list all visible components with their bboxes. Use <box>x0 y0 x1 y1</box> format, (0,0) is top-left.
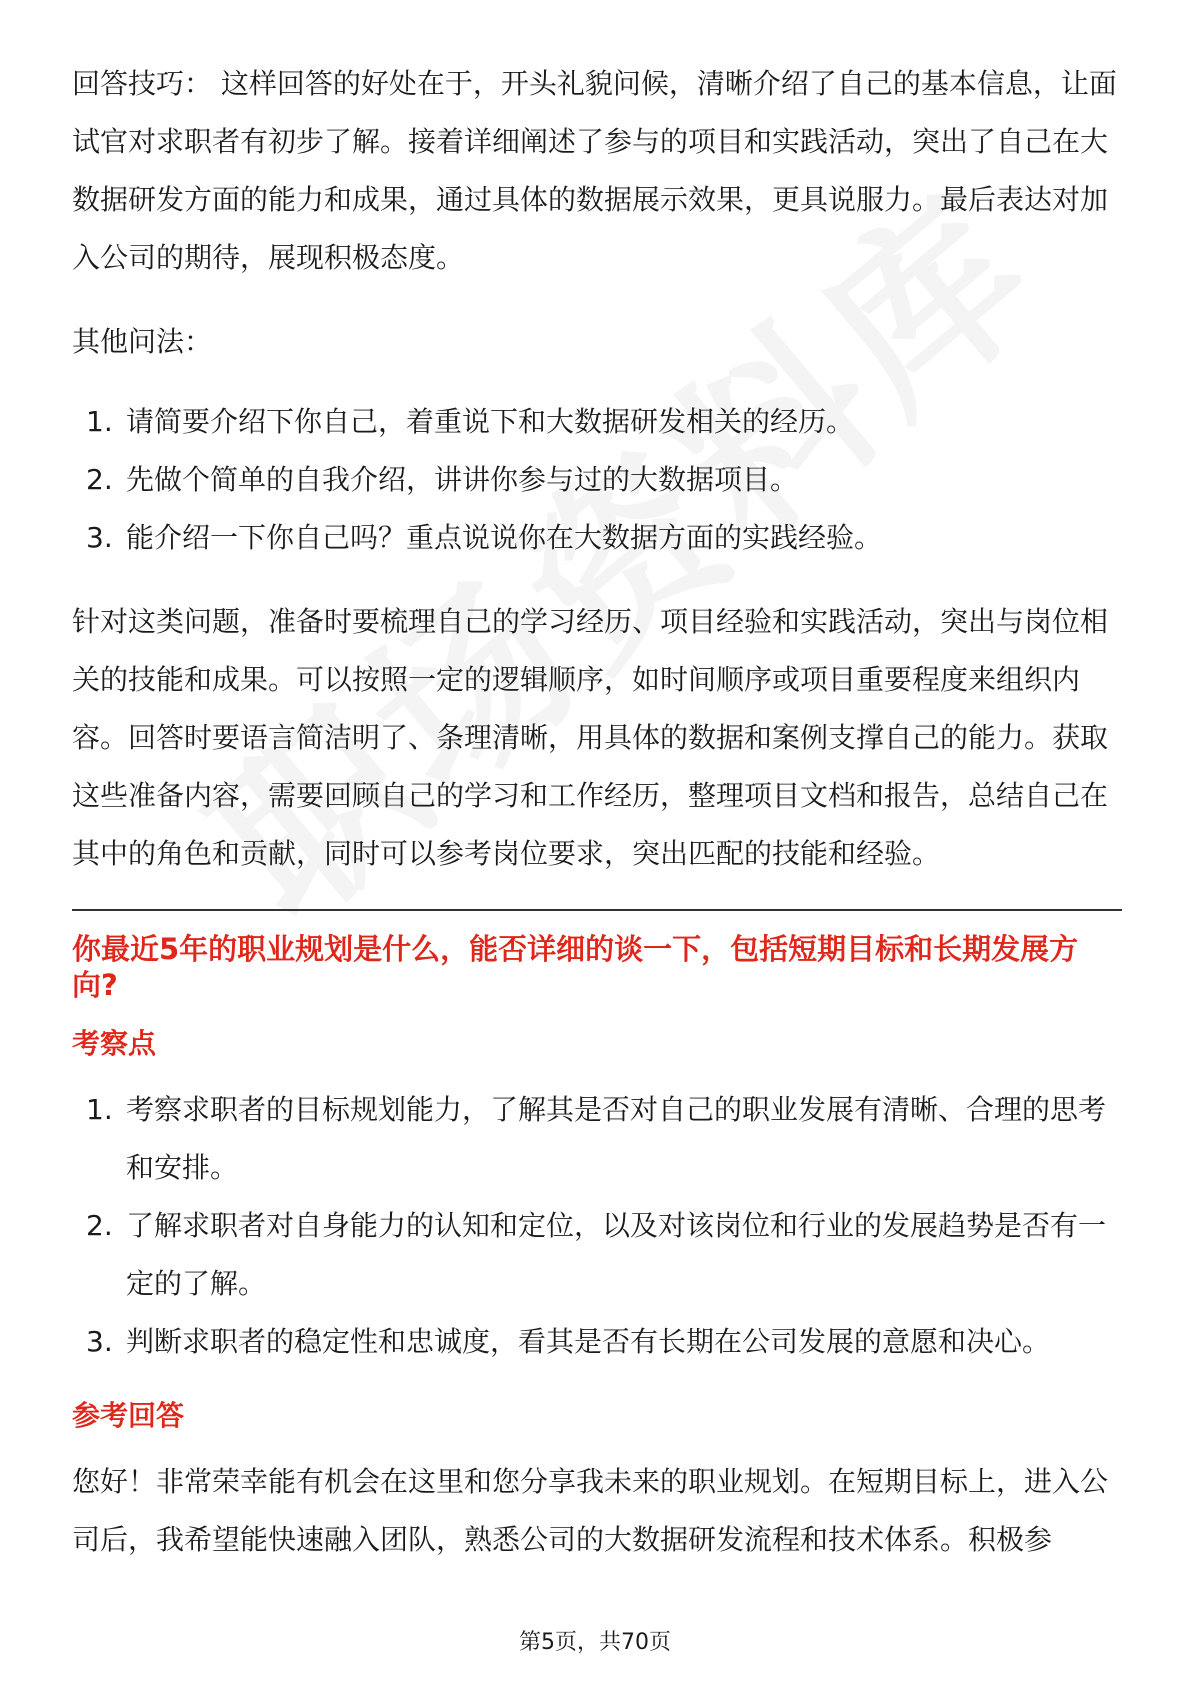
other-questions-list <box>72 393 1122 567</box>
section-divider <box>72 909 1122 911</box>
list-item: 1. 请简要介绍下你自己，着重说下和大数据研发相关的经历。 <box>86 405 855 438</box>
list-item: 2. 先做个简单的自我介绍，讲讲你参与过的大数据项目。 <box>86 463 799 496</box>
answer-tip-paragraph: 回答技巧： 这样回答的好处在于，开头礼貌问候，清晰介绍了自己的基本信息，让面试官对求职者有初步了解。接着详细阐述了参与的项目和实践活动，突出了自己在大数据研发方面的能力和成果，通过具体的数据展示效果，更具说服力。最后表达对加入公司的期待，展现积极态度。 <box>72 67 1117 274</box>
page-content <box>72 55 1122 1569</box>
other-ways-label: 其他问法： <box>72 325 213 358</box>
prep-advice-paragraph: 针对这类问题，准备时要梳理自己的学习经历、项目经验和实践活动，突出与岗位相关的技能和成果。可以按照一定的逻辑顺序，如时间顺序或项目重要程度来组织内容。回答时要语言简洁明了、条理清晰，用具体的数据和案例支撑自己的能力。获取这些准备内容，需要回顾自己的学习和工作经历，整理项目文档和报告，总结自己在其中的角色和贡献，同时可以参考岗位要求，突出匹配的技能和经验。 <box>72 605 1109 870</box>
exam-points-heading: 考察点 <box>72 1027 157 1060</box>
list-item: 2. 了解求职者对自身能力的认知和定位，以及对该岗位和行业的发展趋势是否有一定的了解。 <box>86 1209 1107 1300</box>
reference-answer-paragraph: 您好！非常荣幸能有机会在这里和您分享我未来的职业规划。在短期目标上，进入公司后，我希望能快速融入团队，熟悉公司的大数据研发流程和技术体系。积极参 <box>72 1465 1109 1556</box>
exam-points-list <box>72 1081 1122 1371</box>
reference-answer-heading: 参考回答 <box>72 1399 185 1432</box>
question-title: 你最近5年的职业规划是什么，能否详细的谈一下，包括短期目标和长期发展方向? <box>72 932 1079 1002</box>
list-item: 1. 考察求职者的目标规划能力，了解其是否对自己的职业发展有清晰、合理的思考和安排。 <box>86 1093 1107 1184</box>
page-footer: 第5页，共70页 <box>519 1630 671 1655</box>
list-item: 3. 能介绍一下你自己吗？重点说说你在大数据方面的实践经验。 <box>86 521 883 554</box>
list-item: 3. 判断求职者的稳定性和忠诚度，看其是否有长期在公司发展的意愿和决心。 <box>86 1325 1051 1358</box>
